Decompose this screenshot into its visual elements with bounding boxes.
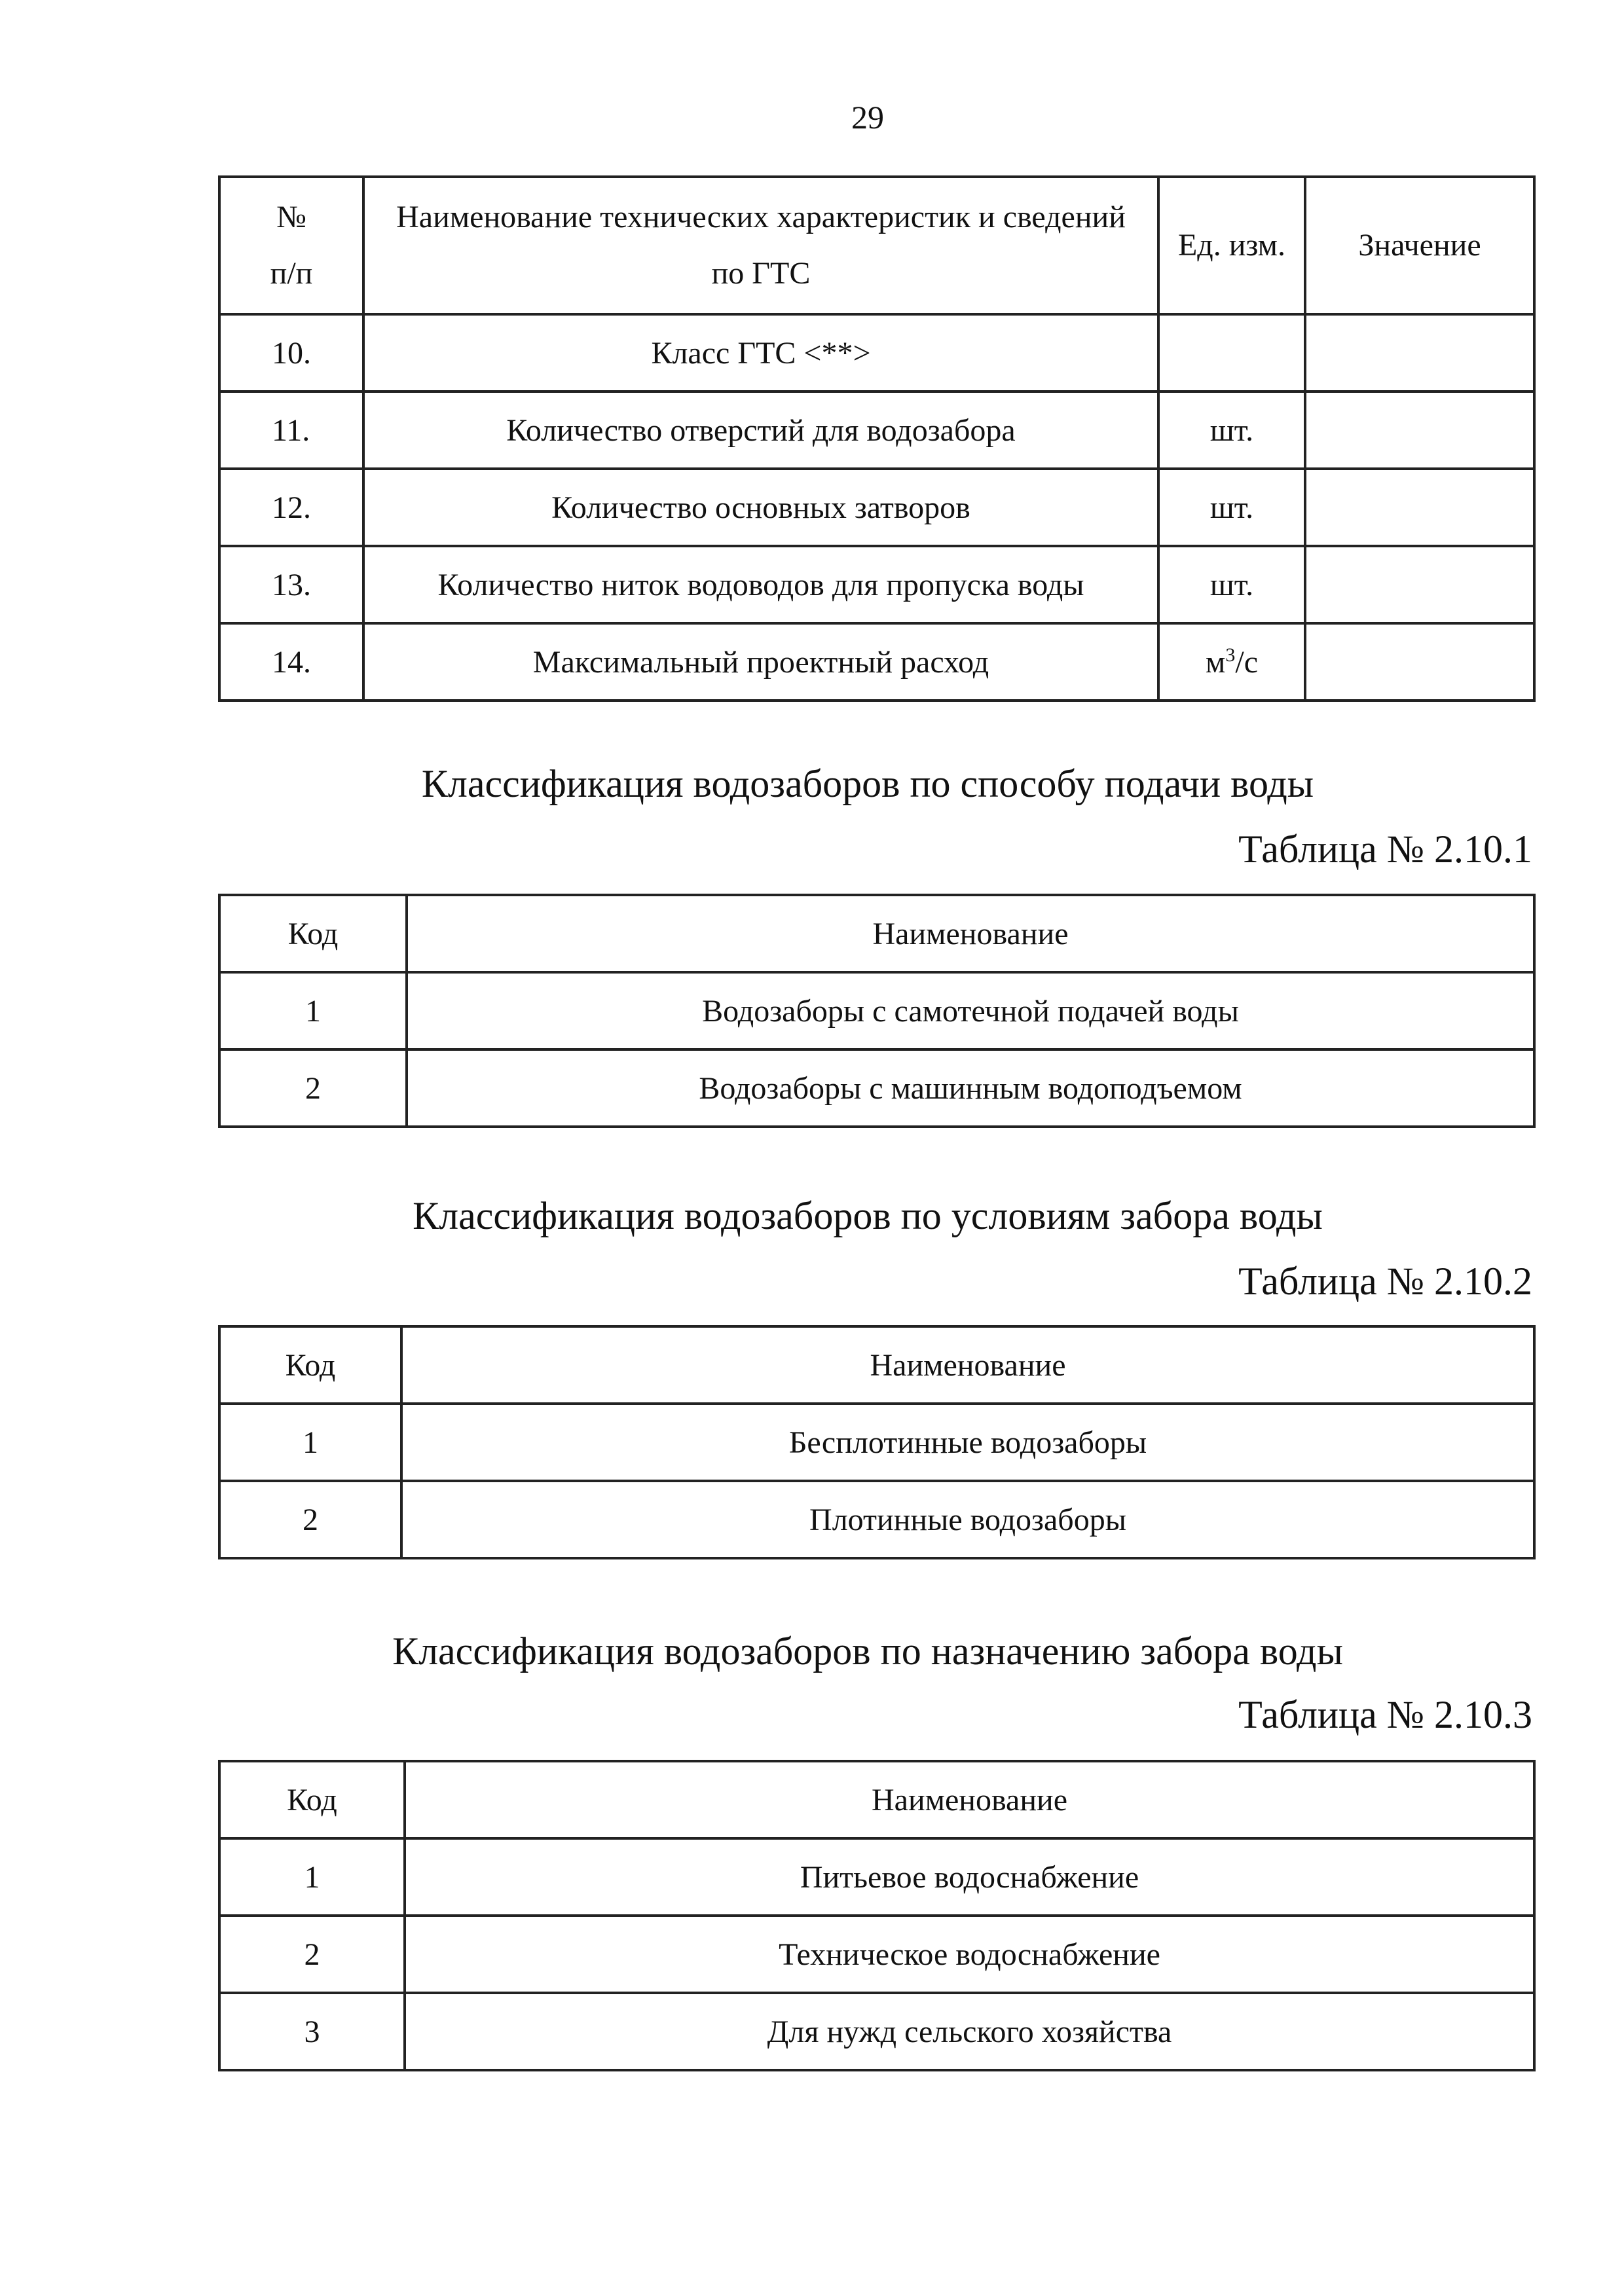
row-value: [1305, 469, 1534, 546]
row-number: 11.: [219, 392, 363, 469]
table-caption-2-10-1: Таблица № 2.10.1: [1238, 828, 1532, 871]
header-number: [219, 177, 363, 314]
page-number: 29: [851, 99, 884, 136]
row-unit: [1158, 314, 1305, 392]
table-header-row: [219, 895, 1534, 972]
header-code: Код: [219, 1326, 401, 1404]
table-row: [219, 1404, 1534, 1481]
table-header-row: [219, 177, 1534, 314]
row-code: 1: [219, 1404, 401, 1481]
row-value: [1305, 546, 1534, 623]
intake-purpose-table: [218, 1760, 1536, 2071]
header-name: Наименование: [401, 1326, 1534, 1404]
table-caption-2-10-2: Таблица № 2.10.2: [1238, 1260, 1532, 1303]
table-row: [219, 1993, 1534, 2070]
section-title-intake-purpose: Классификация водозаборов по назначению забора воды: [392, 1630, 1343, 1673]
header-name-line1: Наименование технических характеристик и сведений: [396, 200, 1126, 234]
table-row: [219, 469, 1534, 546]
header-code: Код: [219, 1761, 405, 1838]
row-value: [1305, 392, 1534, 469]
row-name: Максимальный проектный расход: [363, 623, 1158, 701]
header-number-line1: №: [276, 200, 306, 234]
table-row: [219, 972, 1534, 1049]
table-row: [219, 1838, 1534, 1916]
row-name: Для нужд сельского хозяйства: [405, 1993, 1534, 2070]
table-header-row: [219, 1326, 1534, 1404]
header-name: Наименование: [407, 895, 1534, 972]
row-name: Техническое водоснабжение: [405, 1916, 1534, 1993]
row-unit: [1158, 623, 1305, 701]
table-row: [219, 1481, 1534, 1558]
row-number: 13.: [219, 546, 363, 623]
unit-tail: /с: [1235, 644, 1258, 680]
row-value: [1305, 623, 1534, 701]
header-value: Значение: [1305, 177, 1534, 314]
row-name: Бесплотинные водозаборы: [401, 1404, 1534, 1481]
row-number: 14.: [219, 623, 363, 701]
gts-characteristics-table: [218, 175, 1536, 702]
row-code: 3: [219, 1993, 405, 2070]
row-code: 2: [219, 1481, 401, 1558]
intake-conditions-table: [218, 1325, 1536, 1559]
row-number: 10.: [219, 314, 363, 392]
row-code: 1: [219, 972, 407, 1049]
table-row: [219, 1916, 1534, 1993]
row-name: Количество отверстий для водозабора: [363, 392, 1158, 469]
supply-method-table: [218, 894, 1536, 1128]
row-unit: шт.: [1158, 469, 1305, 546]
row-name: Класс ГТС <**>: [363, 314, 1158, 392]
header-name-line2: по ГТС: [711, 256, 811, 291]
row-name: Питьевое водоснабжение: [405, 1838, 1534, 1916]
row-unit: шт.: [1158, 392, 1305, 469]
row-code: 1: [219, 1838, 405, 1916]
table-row: [219, 392, 1534, 469]
header-unit: Ед. изм.: [1158, 177, 1305, 314]
table-row: [219, 546, 1534, 623]
table-row: [219, 314, 1534, 392]
header-name: Наименование: [405, 1761, 1534, 1838]
row-unit: шт.: [1158, 546, 1305, 623]
unit-base: м: [1205, 644, 1226, 680]
section-title-supply-method: Классификация водозаборов по способу подачи воды: [421, 762, 1314, 805]
section-title-intake-conditions: Классификация водозаборов по условиям забора воды: [413, 1194, 1323, 1237]
row-name: Количество ниток водоводов для пропуска воды: [363, 546, 1158, 623]
row-number: 12.: [219, 469, 363, 546]
row-code: 2: [219, 1049, 407, 1127]
row-value: [1305, 314, 1534, 392]
row-name: Водозаборы с машинным водоподъемом: [407, 1049, 1534, 1127]
table-caption-2-10-3: Таблица № 2.10.3: [1238, 1693, 1532, 1736]
row-name: Водозаборы с самотечной подачей воды: [407, 972, 1534, 1049]
table-header-row: [219, 1761, 1534, 1838]
row-name: Плотинные водозаборы: [401, 1481, 1534, 1558]
header-code: Код: [219, 895, 407, 972]
header-name: [363, 177, 1158, 314]
table-row: [219, 1049, 1534, 1127]
table-row: [219, 623, 1534, 701]
row-name: Количество основных затворов: [363, 469, 1158, 546]
unit-superscript: 3: [1225, 644, 1236, 666]
header-number-line2: п/п: [270, 256, 313, 291]
row-code: 2: [219, 1916, 405, 1993]
